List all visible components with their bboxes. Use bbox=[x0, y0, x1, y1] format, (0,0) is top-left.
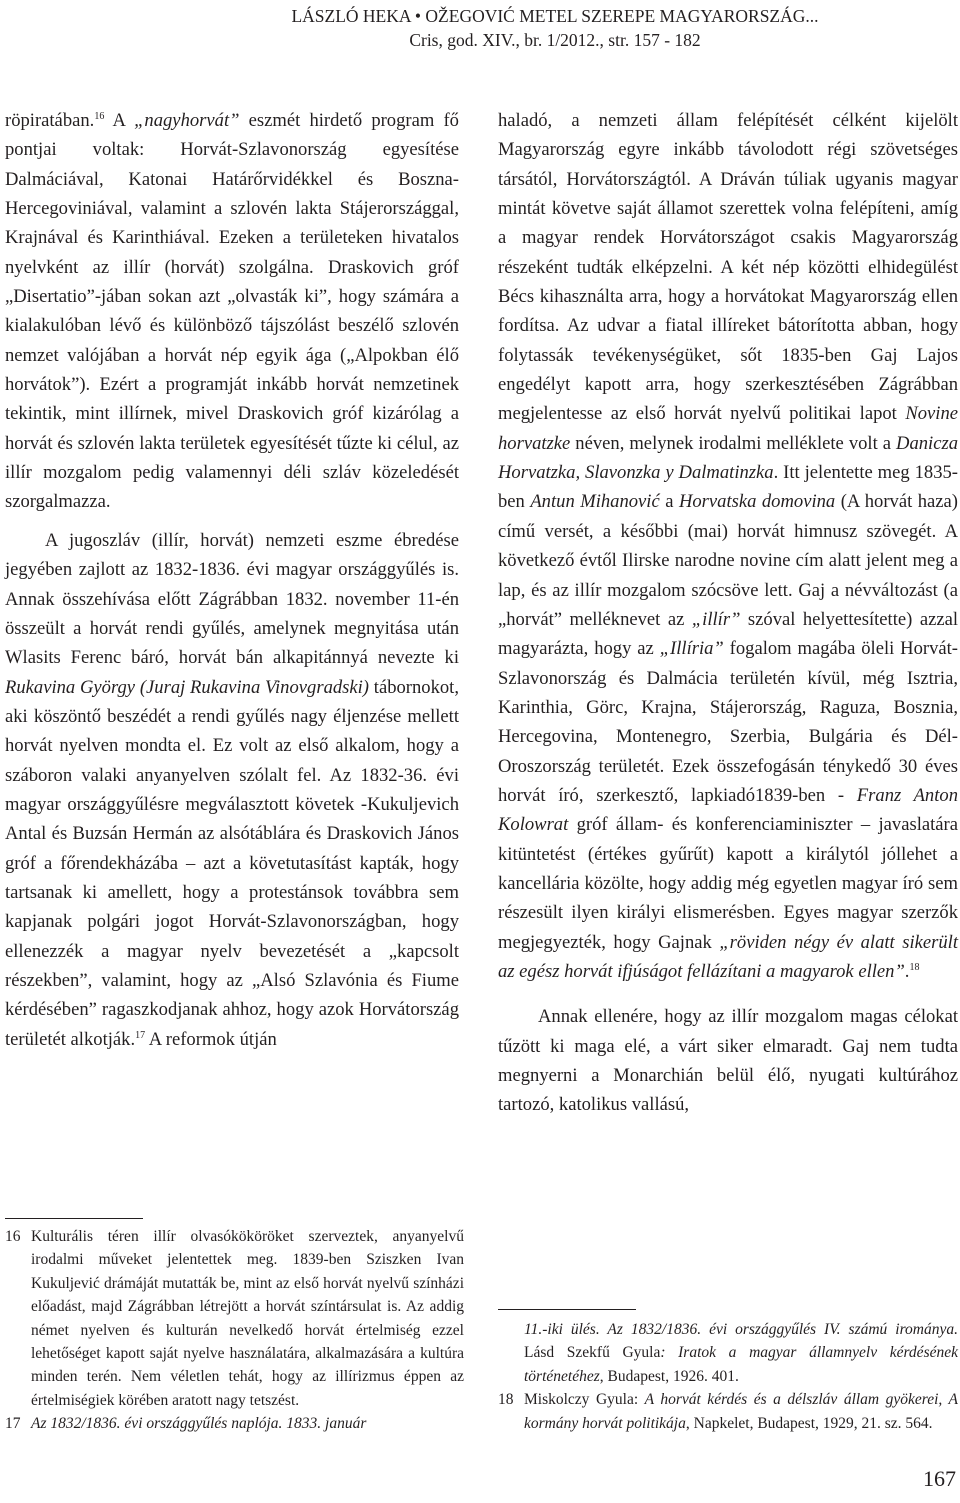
italic-run: „illír” bbox=[691, 608, 741, 630]
italic-run: Horvatska domovina bbox=[678, 491, 836, 513]
footnotes-right bbox=[498, 1318, 958, 1435]
text-run: (A horvát haza) című versét, a későbbi (mai) horvát himnusz szövegét. A következő évtől Ilirske narodne novine cím alatt jelent meg a lap, és az illír mozgalom szócsöve lett. Gaj a névváltozást (a „horvát” melléknevet az bbox=[498, 491, 958, 630]
italic-run: Danicza Horvatzka, Slavonzka y Dalmatinzka bbox=[498, 432, 958, 484]
text-run: szóval helyettesítette) azzal magyarázta, hogy az bbox=[498, 608, 958, 660]
italic-run: A horvát kérdés és a délszláv állam gyökerei, A kormány horvát politikája bbox=[524, 1391, 958, 1432]
text-run: tábornokot, aki köszöntő beszédét a rendi gyűlés nagy éljenzése mellett horvát nyelven mondta el. Ez volt az első alkalom, hogy a száboron valaki anyanyelven szólalt fel. Az 1832-36. évi magyar országgyűlésre megválasztott követek -Kukuljevich Antal és Buzsán Hermán az alsótáblára és Draskovich János gróf a főrendekházába – azt a követutasítást kapták, hogy tartsanak ki amellett, hogy a protestánsok továbbra sem kapjanak polgári jogot Horvát-Szlavonországban, hogy ellenezzék a magyar nyelv bevezetését a „kapcsolt részekben”, valamint, hogy az „Alsó Szlavónia és Fiume kérdésében” ragaszkodjanak ahhoz, hogy azok Horvátország területét alkotják. bbox=[5, 676, 459, 1050]
footnote-number: 17 bbox=[5, 1415, 21, 1433]
text-run: néven, melynek irodalmi melléklete volt a bbox=[570, 432, 897, 454]
text-run: , Budapest, 1926. 401. bbox=[599, 1367, 739, 1385]
text-run: Miskolczy Gyula: bbox=[524, 1391, 645, 1409]
right-column bbox=[498, 106, 958, 1120]
italic-run: Novine horvatzke bbox=[498, 403, 958, 454]
italic-run: „röviden négy év alatt sikerült az egész horvát ifjúságot fellázítani a magyarok ellen” bbox=[498, 931, 958, 982]
text-run: gróf állam- és konferenciaminiszter – javaslatára kitüntetést (értékes gyűrűt) kapott a királytól jóllehet a kancellária közölte, hogy addig még egyetlen magyar író sem részesült ilyen királyi elismerésben. Egyes magyar szerzők megjegyezték, hogy Gajnak bbox=[498, 814, 958, 953]
left-column bbox=[5, 106, 459, 1054]
page-number: 167 bbox=[923, 1466, 956, 1491]
text-run: röpiratában. bbox=[5, 110, 95, 131]
footnote-ref-18[interactable]: 18 bbox=[909, 961, 920, 973]
text-run: eszmét hirdető program fő pontjai voltak: Horvát-Szlavonország egyesítése Dalmáciával, Katonai Határőrvidékkel és Boszna-Hercegoviniával, valamint a szlovén lakta Stájerországgal, Krajnával és Karinthiával. Ezeken a területeken hivatalos nyelvként az illír (horvát) szolgálna. Draskovich gróf „Disertatio”-jában sokan azt „olvasták ki”, hogy számára a kialakulóban lévő és különböző tájszólást beszélő szlovén nemzet valójában a horvát nép egyik ága („Alpokban élő horvátok”). Ezért a programját inkább horvát nemzetinek tekintik, mint illírnek, mivel Draskovich gróf kizárólag a horvát és szlovén lakta területek egyesítését tűzte ki célul, az illír mozgalom pedig valamennyi déli szláv közeledését szorgalmazza. bbox=[5, 110, 459, 513]
italic-run: Franz Anton Kolowrat bbox=[498, 784, 958, 836]
footnotes-left bbox=[5, 1225, 464, 1436]
text-run: Lásd Szekfű Gyula bbox=[524, 1344, 661, 1362]
text-run: . Itt jelentette meg 1835-ben bbox=[498, 462, 958, 513]
text-run: A bbox=[104, 110, 135, 131]
right-paragraph-1 bbox=[498, 106, 958, 986]
footnote-number: 16 bbox=[5, 1228, 21, 1245]
footnote-16 bbox=[5, 1225, 464, 1412]
text-run: A jugoszláv (illír, horvát) nemzeti eszme ébredése jegyében zajlott az 1832-1836. évi magyar országgyűlés is. Annak összehívása előtt Zágrábban 1832. november 11-én összeült a horvát rendi gyűlés, amelynek megnyitása után Wlasits Ferenc báró, horvát bán alkapitánnyá nevezte ki bbox=[5, 529, 459, 669]
header-author-title: LÁSZLÓ HEKA • OŽEGOVIĆ METEL SZEREPE MAGYARORSZÁG... bbox=[291, 6, 819, 26]
right-paragraph-2: Annak ellenére, hogy az illír mozgalom magas célokat tűzött ki maga elé, a várt siker elmaradt. Gaj nem tudta megnyerni a Monarchián belül élő, nyugati kultúrához tartozó, katolikus vallású, bbox=[498, 1006, 958, 1116]
italic-run: 11.-iki ülés. Az 1832/1836. évi országgyűlés IV. számú irományа. bbox=[524, 1321, 958, 1338]
footnote-number: 18 bbox=[498, 1391, 514, 1409]
italic-run: Antun Mihanović bbox=[530, 491, 660, 513]
text-run: a bbox=[659, 491, 679, 513]
footnote-divider-left bbox=[5, 1218, 143, 1219]
footnote-18 bbox=[498, 1388, 958, 1435]
italic-run: : Iratok a magyar államnyelv kérdésének történetéhez bbox=[524, 1344, 958, 1385]
text-run: , Napkelet, Budapest, 1929, 21. sz. 564. bbox=[685, 1414, 933, 1432]
footnote-divider-right bbox=[498, 1309, 636, 1310]
italic-run: „Illíria” bbox=[659, 638, 724, 660]
text-run: A reformok útján bbox=[145, 1028, 277, 1050]
footnote-17-continued bbox=[498, 1318, 958, 1388]
header-journal-info: Cris, god. XIV., br. 1/2012., str. 157 - 182 bbox=[409, 30, 701, 50]
text-run: . bbox=[904, 960, 910, 982]
italic-run: „nagyhorvát” bbox=[134, 110, 240, 131]
footnote-text: Az 1832/1836. évi országgyűlés naplója. 1833. január bbox=[31, 1415, 367, 1433]
left-paragraph-2 bbox=[5, 526, 459, 1054]
text-run: haladó, a nemzeti állam felépítését célként kijelölt Magyarország egyre inkább távolodott régi szövetséges társától, Horvátországtól. A Dráván túliak ugyanis magyar mintát követve saját államot szerettek volna felépíteni, amíg a magyar rendek Horvátországot csakis Magyarország részeként tudták elképzelni. A két nép közötti elhidegülést Bécs kihasználta arra, hogy a horvátokat Magyarország ellen fordítsa. Az udvar a fiatal illíreket bátorította abban, hogy folytassák tevékenységüket, sőt 1835-ben Gaj Lajos engedélyt kapott arra, hogy szerkesztésében Zágrábban megjelentesse az első horvát nyelvű politikai lapot bbox=[498, 110, 958, 425]
footnote-ref-17[interactable]: 17 bbox=[135, 1029, 146, 1041]
footnote-ref-16[interactable]: 16 bbox=[94, 111, 105, 122]
text-run: fogalom magába öleli Horvát-Szlavonország és Dalmácia területén kívül, még Isztria, Karinthia, Görc, Krajna, Stájerország, Raguza, Bosznia, Hercegovina, Montenegro, Szerbia, Bulgária és Dél-Oroszország területét. Ezek összefogásán ténykedő 30 éves horvát író, szerkesztő, lapkiadó1839-ben - bbox=[498, 638, 958, 806]
left-paragraph-1 bbox=[5, 106, 459, 517]
footnote-17 bbox=[5, 1412, 464, 1435]
italic-run: Rukavina György (Juraj Rukavina Vinovgradski) bbox=[5, 676, 370, 698]
footnote-text: Kulturális téren illír olvasókököröket szerveztek, anyanyelvű irodalmi műveket jelentettek meg. 1839-ben Sziszken Ivan Kukuljević drámáját mutatták be, mint az első horvát nyelvű színházi előadást, majd Zágrábban létrejött a horvát színtársulat is. Az addig német nyelven és kulturán nevelkedő horvát értelmiség ezzel lehetőséget kapott saját nyelve használatára, alkalmazására a kultúra minden terén. Nem véletlen tehát, hogy az illírizmus éppen az értelmiségiek körében aratott nagy tetszést. bbox=[31, 1228, 464, 1409]
